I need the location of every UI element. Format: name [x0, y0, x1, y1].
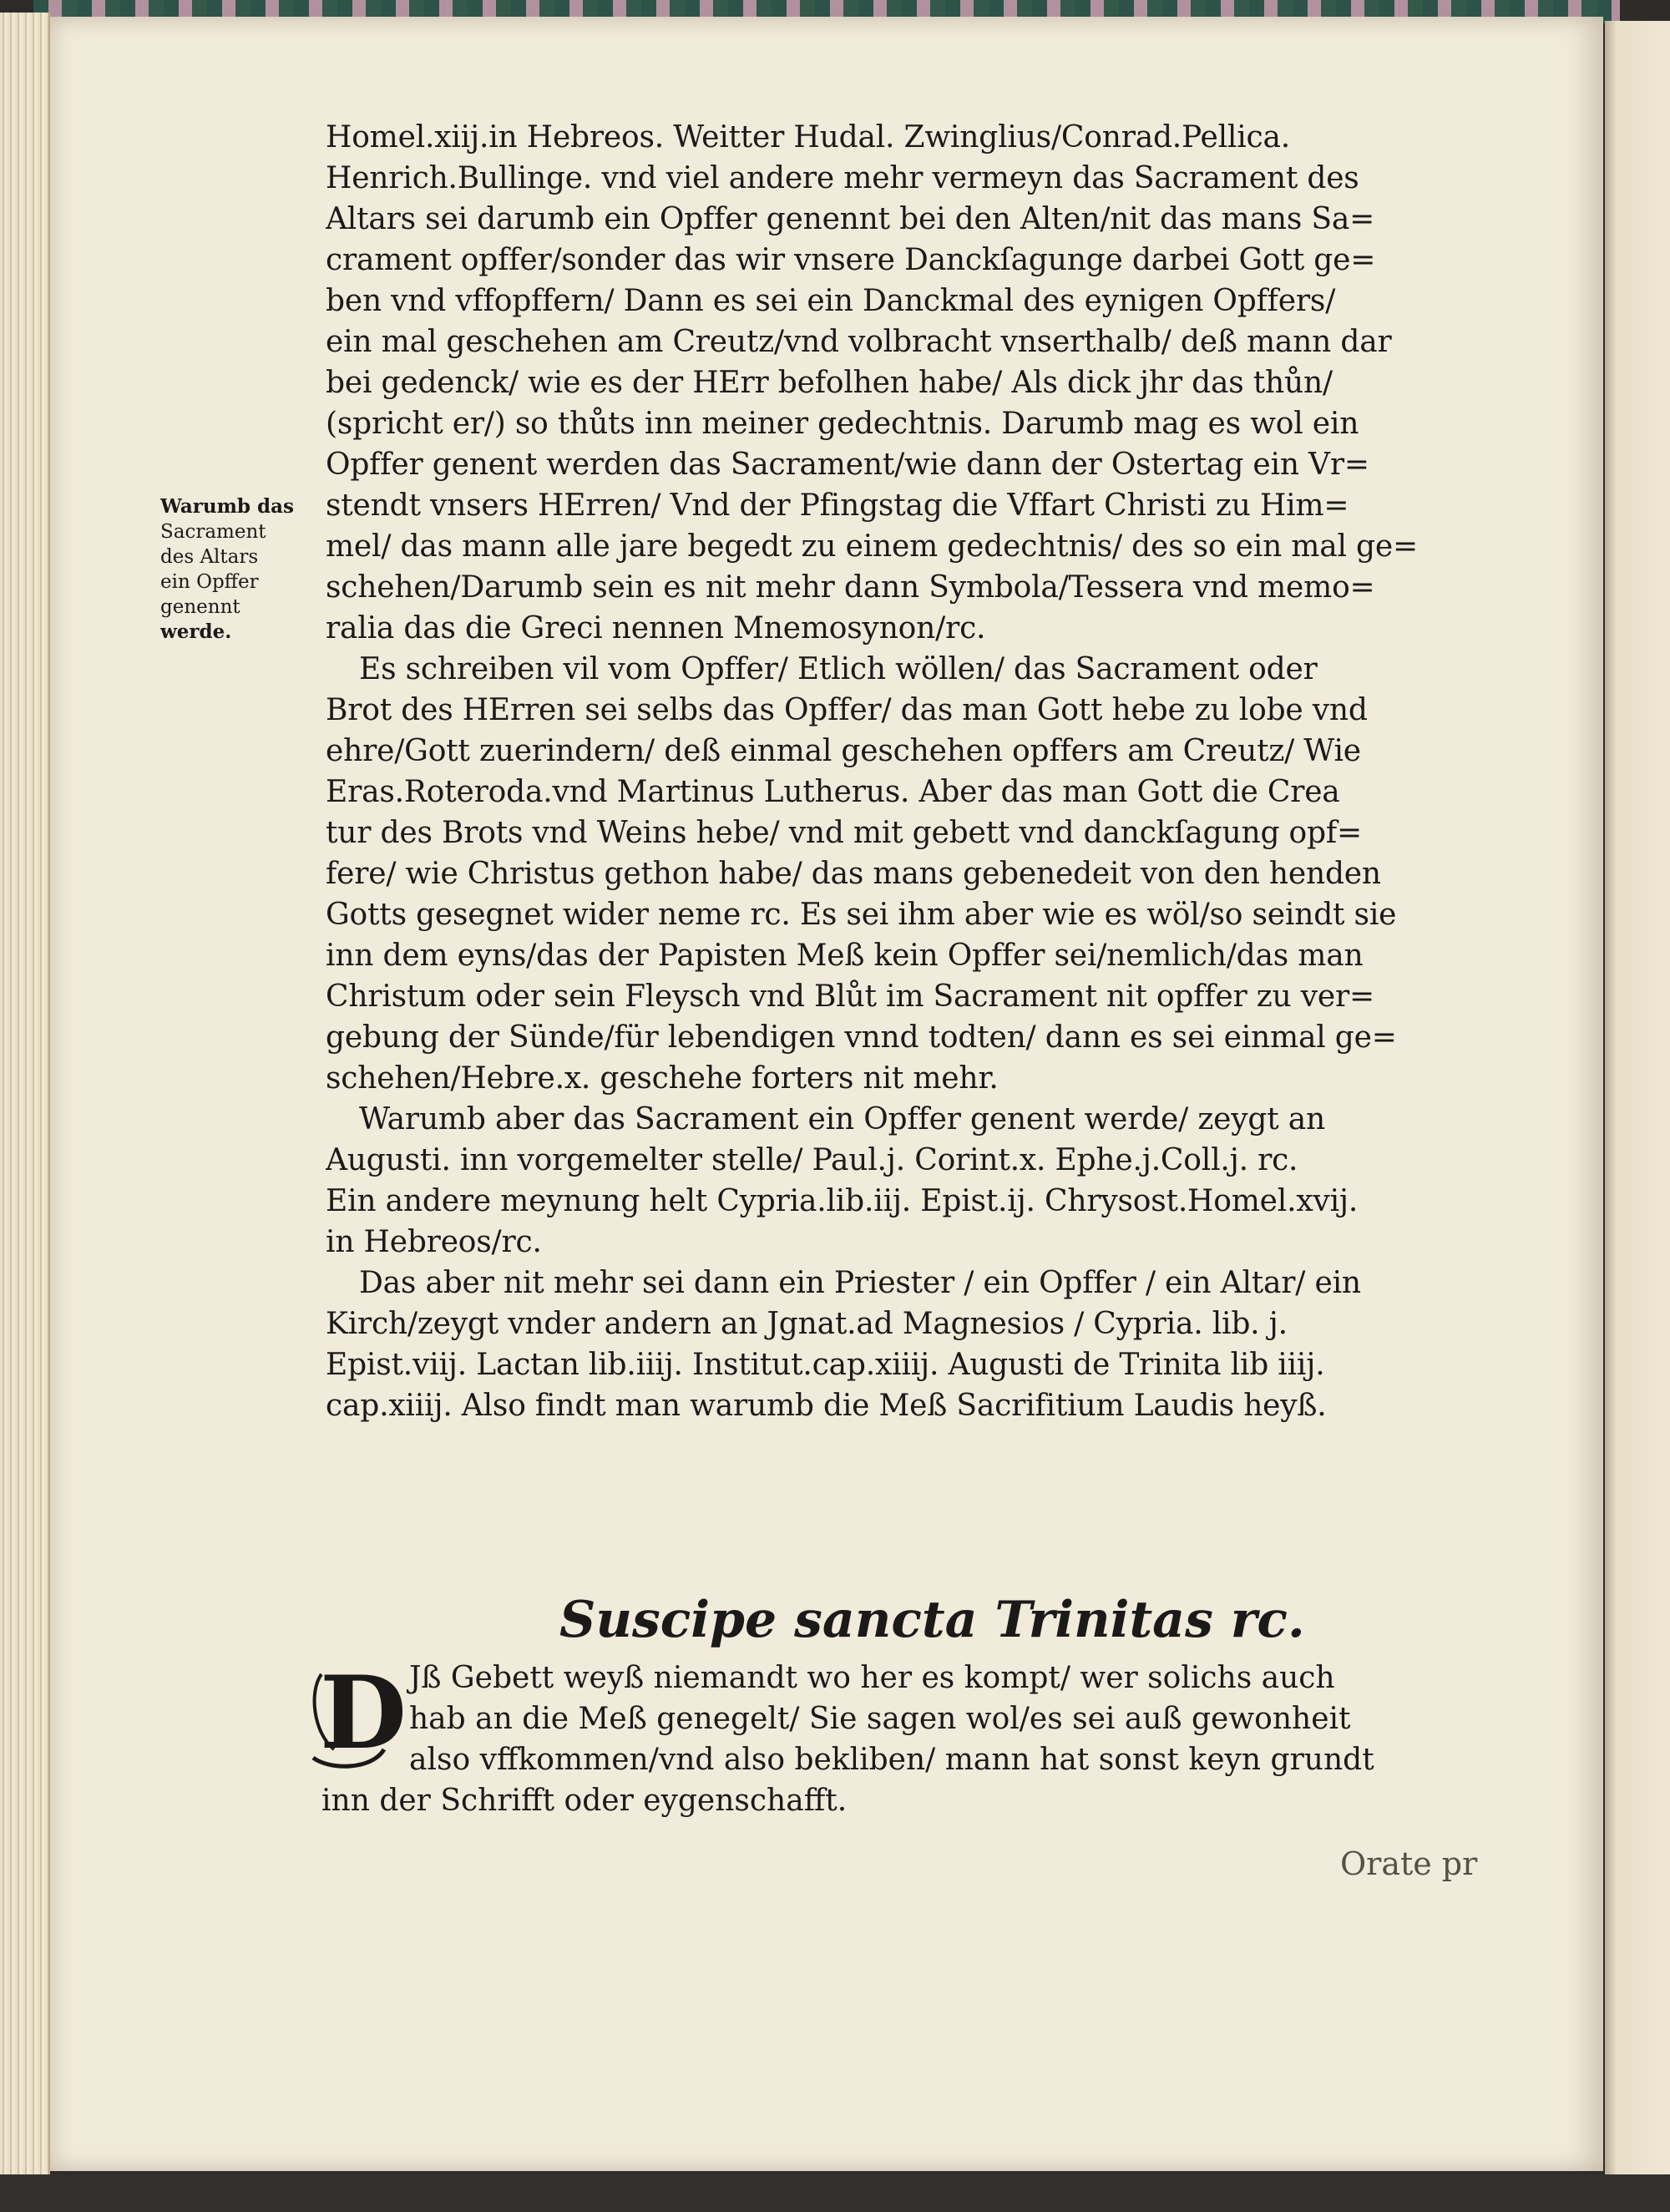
text-line: Christum oder sein Fleysch vnd Blůt im Sacrament nit opffer zu ver= [326, 979, 1374, 1014]
text-line: bei gedenck/ wie es der HErr befolhen habe/ Als dick jhr das thůn/ [326, 366, 1333, 400]
text-line: inn dem eyns/das der Papisten Meß kein Opffer sei/nemlich/das man [326, 939, 1364, 973]
text-line: also vffkommen/vnd also bekliben/ mann hat sonst keyn grundt [409, 1743, 1374, 1777]
text-line: (spricht er/) so thůts inn meiner gedechtnis. Darumb mag es wol ein [326, 407, 1359, 441]
section-heading: Suscipe sancta Trinitas rc. [559, 1591, 1305, 1649]
text-line: schehen/Darumb sein es nit mehr dann Symbola/Tessera vnd memo= [326, 570, 1375, 605]
text-line: Es schreiben vil vom Opffer/ Etlich wöllen/ das Sacrament oder [359, 652, 1318, 686]
book-page [50, 17, 1603, 2171]
margin-note-line: Warumb das [160, 495, 294, 518]
text-line: ben vnd vffopffern/ Dann es sei ein Danckmal des eynigen Opffers/ [326, 284, 1336, 318]
text-line: fere/ wie Christus gethon habe/ das mans gebenedeit von den henden [326, 857, 1381, 891]
dropcap-letter: D [320, 1654, 407, 1772]
margin-note [160, 494, 327, 645]
margin-note-line: des Altars [160, 546, 259, 568]
text-line: Eras.Roteroda.vnd Martinus Lutherus. Aber das man Gott die Crea [326, 775, 1340, 809]
text-line: Altars sei darumb ein Opffer genennt bei den Alten/nit das mans Sa= [326, 202, 1375, 236]
catchword: Orate pr [1340, 1845, 1478, 1882]
text-line: ralia das die Greci nennen Mnemosynon/rc. [326, 611, 986, 645]
scan-border [0, 2174, 1670, 2212]
text-line: schehen/Hebre.x. geschehe forters nit mehr. [326, 1061, 999, 1096]
text-line: Epist.viij. Lactan lib.iiij. Institut.cap.xiiij. Augusti de Trinita lib iiij. [326, 1348, 1325, 1382]
text-line: in Hebreos/rc. [326, 1225, 542, 1259]
text-line: Opffer genent werden das Sacrament/wie dann der Ostertag ein Vr= [326, 448, 1369, 482]
text-line: gebung der Sünde/für lebendigen vnnd todten/ dann es sei einmal ge= [326, 1020, 1397, 1055]
text-line: Warumb aber das Sacrament ein Opffer genent werde/ zeygt an [359, 1102, 1325, 1136]
text-line: Henrich.Bullinge. vnd viel andere mehr vermeyn das Sacrament des [326, 161, 1359, 195]
text-line: ein mal geschehen am Creutz/vnd volbracht vnserthalb/ deß mann dar [326, 325, 1392, 359]
text-line: Kirch/zeygt vnder andern an Jgnat.ad Magnesios / Cypria. lib. j. [326, 1307, 1288, 1341]
dropcap-ornament [305, 1654, 407, 1774]
text-line: crament opffer/sonder das wir vnsere Danckſagunge darbei Gott ge= [326, 243, 1376, 277]
stacked-page-edges [0, 13, 50, 2174]
margin-note-line: ein Opffer [160, 571, 259, 593]
text-line: stendt vnsers HErren/ Vnd der Pfingstag die Vffart Christi zu Him= [326, 488, 1349, 523]
text-line: Ein andere meynung helt Cypria.lib.iij. Epist.ij. Chrysost.Homel.xvij. [326, 1184, 1359, 1218]
dropcap-paragraph [305, 1654, 1557, 1821]
text-line: tur des Brots vnd Weins hebe/ vnd mit gebett vnd danckſagung opf= [326, 816, 1362, 850]
margin-note-line: werde. [160, 620, 232, 643]
text-line: mel/ das mann alle jare begedt zu einem gedechtnis/ des so ein mal ge= [326, 529, 1418, 564]
text-line: cap.xiiij. Also findt man warumb die Meß Sacrifitium Laudis heyß. [326, 1389, 1327, 1423]
text-line: inn der Schrifft oder eygenschafft. [321, 1784, 848, 1818]
text-line: Homel.xiij.in Hebreos. Weitter Hudal. Zwinglius/Conrad.Pellica. [326, 120, 1290, 154]
text-line: Brot des HErren sei selbs das Opffer/ das man Gott hebe zu lobe vnd [326, 693, 1368, 727]
main-text-column [326, 117, 1545, 1426]
text-line: Augusti. inn vorgemelter stelle/ Paul.j. Corint.x. Ephe.j.Coll.j. rc. [326, 1143, 1298, 1177]
text-line: Gotts gesegnet wider neme rc. Es sei ihm aber wie es wöl/so seindt sie [326, 898, 1397, 932]
text-line: Das aber nit mehr sei dann ein Priester / ein Opffer / ein Altar/ ein [359, 1266, 1361, 1300]
margin-note-line: Sacrament [160, 521, 266, 543]
text-line: Jß Gebett weyß niemandt wo her es kompt/ wer solichs auch [409, 1661, 1335, 1695]
margin-note-line: genennt [160, 596, 240, 618]
text-line: ehre/Gott zuerindern/ deß einmal geschehen opffers am Creutz/ Wie [326, 734, 1361, 768]
text-line: hab an die Meß genegelt/ Sie sagen wol/es sei auß gewonheit [409, 1702, 1351, 1736]
facing-page-edge [1605, 21, 1670, 2174]
